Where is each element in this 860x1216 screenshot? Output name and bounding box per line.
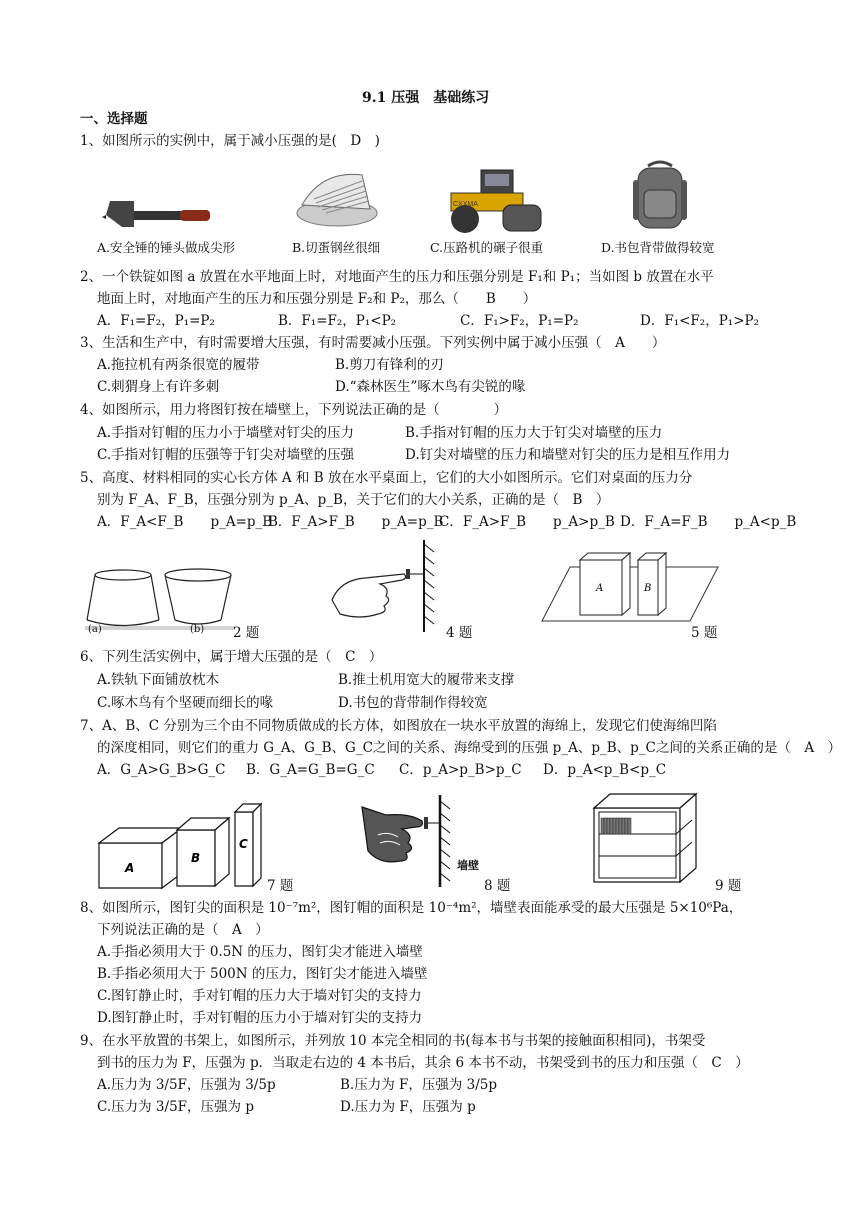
q8-option-d: D.图钉静止时，手对钉帽的压力小于墙对钉尖的支持力	[97, 1010, 423, 1026]
q6-option-c: C.啄木鸟有个坚硬而细长的喙	[97, 695, 274, 711]
q8-option-b: B.手指必须用大于 500N 的压力，图钉尖才能进入墙壁	[97, 966, 428, 982]
q9-option-b: B.压力为 F，压强为 3/5p	[340, 1077, 498, 1093]
q2-option-a: A．F₁=F₂，P₁=P₂	[97, 313, 215, 329]
thumbtack-wall-figure	[358, 795, 468, 890]
question-2-line2: 地面上时，对地面产生的压力和压强分别是 F₂和 P₂，那么（ B ）	[97, 291, 537, 307]
question-6-stem: 6、下列生活实例中，属于增大压强的是（ C ）	[80, 649, 383, 665]
question-4-stem: 4、如图所示，用力将图钉按在墙壁上，下列说法正确的是（ ）	[80, 402, 508, 418]
figure-label-q5: 5 题	[691, 625, 718, 641]
backpack-image	[630, 160, 690, 232]
wall-label: 墙壁	[457, 859, 479, 872]
egg-slicer-image	[292, 165, 382, 230]
blocks-abc-figure	[97, 798, 267, 893]
q2-option-b: B．F₁=F₂，P₁<P₂	[278, 313, 397, 329]
q7-option-c: C．p_A>p_B>p_C	[399, 762, 522, 778]
question-3-stem: 3、生活和生产中，有时需要增大压强，有时需要减小压强。下列实例中属于减小压强（ A ）	[80, 335, 666, 351]
q2-option-d: D．F₁<F₂，P₁>P₂	[640, 313, 759, 329]
question-9-line1: 9、在水平放置的书架上，如图所示，并列放 10 本完全相同的书(每本书与书架的接触面积相同)，书架受	[80, 1033, 706, 1049]
question-7-line1: 7、A、B、C 分别为三个由不同物质做成的长方体，如图放在一块水平放置的海绵上，发现它们使海绵凹陷	[80, 718, 717, 734]
q4-option-c: C.手指对钉帽的压强等于钉尖对墙壁的压强	[97, 447, 355, 463]
q8-option-a: A.手指必须用大于 0.5N 的压力，图钉尖才能进入墙壁	[97, 944, 423, 960]
q1-caption-b: B.切蛋钢丝很细	[292, 240, 381, 255]
block-b-label: B	[644, 583, 652, 594]
question-8-line2: 下列说法正确的是（ A ）	[97, 922, 269, 938]
question-5-line2: 别为 F_A、F_B，压强分别为 p_A、p_B，关于它们的大小关系，正确的是（ B ）	[97, 492, 610, 508]
q7-option-d: D．p_A<p_B<p_C	[543, 762, 667, 778]
q3-option-c: C.刺猬身上有许多刺	[97, 379, 220, 395]
page-title: 9.1 压强 基础练习	[362, 90, 490, 106]
block-a-label: A	[596, 583, 604, 594]
block-a-label-q7: A	[125, 861, 135, 875]
bookshelf-figure	[592, 790, 700, 885]
figure-label-q4: 4 题	[446, 625, 473, 641]
fig-a-label: (a)	[88, 624, 102, 635]
q4-option-d: D.钉尖对墙壁的压力和墙壁对钉尖的压力是相互作用力	[405, 447, 731, 463]
q5-option-a: A．F_A<F_B p_A=p_B	[97, 514, 273, 530]
hammer-image	[100, 195, 215, 235]
q5-option-b: B．F_A>F_B p_A=p_B	[268, 514, 444, 530]
q6-option-d: D.书包的背带制作得较宽	[338, 695, 488, 711]
block-b-label-q7: B	[191, 851, 201, 865]
q9-option-c: C.压力为 3/5F，压强为 p	[97, 1099, 254, 1115]
block-c-label-q7: C	[239, 837, 248, 851]
question-2-line1: 2、一个铁锭如图 a 放置在水平地面上时，对地面产生的压力和压强分别是 F₁和 P₁；当如图 b 放置在水平	[80, 269, 714, 285]
roller-brand-text: CXXMA	[453, 201, 478, 208]
q2-option-c: C．F₁>F₂，P₁=P₂	[460, 313, 579, 329]
q4-option-b: B.手指对钉帽的压力大于钉尖对墙壁的压力	[405, 425, 663, 441]
question-8-line1: 8、如图所示，图钉尖的面积是 10⁻⁷m²，图钉帽的面积是 10⁻⁴m²，墙壁表面能承受的最大压强是 5×10⁶Pa，	[80, 900, 743, 916]
figure-label-q7: 7 题	[267, 878, 294, 894]
q7-option-a: A．G_A>G_B>G_C	[97, 762, 226, 778]
q7-option-b: B．G_A=G_B=G_C	[246, 762, 375, 778]
q6-option-a: A.铁轨下面铺放枕木	[97, 672, 220, 688]
section-heading: 一、选择题	[80, 111, 148, 127]
figure-label-q2: 2 题	[233, 625, 260, 641]
thumbtack-hand-figure	[330, 540, 445, 635]
q3-option-b: B.剪刀有锋利的刃	[335, 357, 444, 373]
q9-option-d: D.压力为 F，压强为 p	[340, 1099, 476, 1115]
q1-caption-a: A.安全锤的锤头做成尖形	[97, 240, 236, 255]
q9-option-a: A.压力为 3/5F，压强为 3/5p	[97, 1077, 276, 1093]
question-1-stem: 1、如图所示的实例中，属于减小压强的是( D )	[80, 133, 380, 149]
q4-option-a: A.手指对钉帽的压力小于墙壁对钉尖的压力	[97, 425, 355, 441]
q5-option-c: C．F_A>F_B p_A>p_B	[439, 514, 615, 530]
question-7-line2: 的深度相同，则它们的重力 G_A、G_B、G_C之间的关系、海绵受到的压强 p_A、p_B、p_C之间的关系正确的是（ A ）	[97, 740, 842, 756]
q6-option-b: B.推土机用宽大的履带来支撑	[338, 672, 515, 688]
fig-b-label: (b)	[190, 624, 205, 635]
road-roller-image	[443, 165, 548, 235]
iron-ingot-figure	[85, 565, 235, 637]
figure-label-q8: 8 题	[484, 878, 511, 894]
question-5-line1: 5、高度、材料相同的实心长方体 A 和 B 放在水平桌面上，它们的大小如图所示。它们对桌面的压力分	[80, 470, 693, 486]
question-9-line2: 到书的压力为 F，压强为 p．当取走右边的 4 本书后，其余 6 本书不动，书架受到书的压力和压强（ C ）	[97, 1055, 749, 1071]
q5-option-d: D．F_A=F_B p_A<p_B	[620, 514, 797, 530]
q8-option-c: C.图钉静止时，手对钉帽的压力大于墙对钉尖的支持力	[97, 988, 422, 1004]
blocks-ab-figure	[540, 545, 720, 623]
q1-caption-c: C.压路机的碾子很重	[430, 240, 544, 255]
q1-caption-d: D.书包背带做得较宽	[601, 240, 715, 255]
figure-label-q9: 9 题	[715, 878, 742, 894]
q3-option-d: D.“森林医生”啄木鸟有尖锐的喙	[335, 379, 526, 395]
q3-option-a: A.拖拉机有两条很宽的履带	[97, 357, 260, 373]
